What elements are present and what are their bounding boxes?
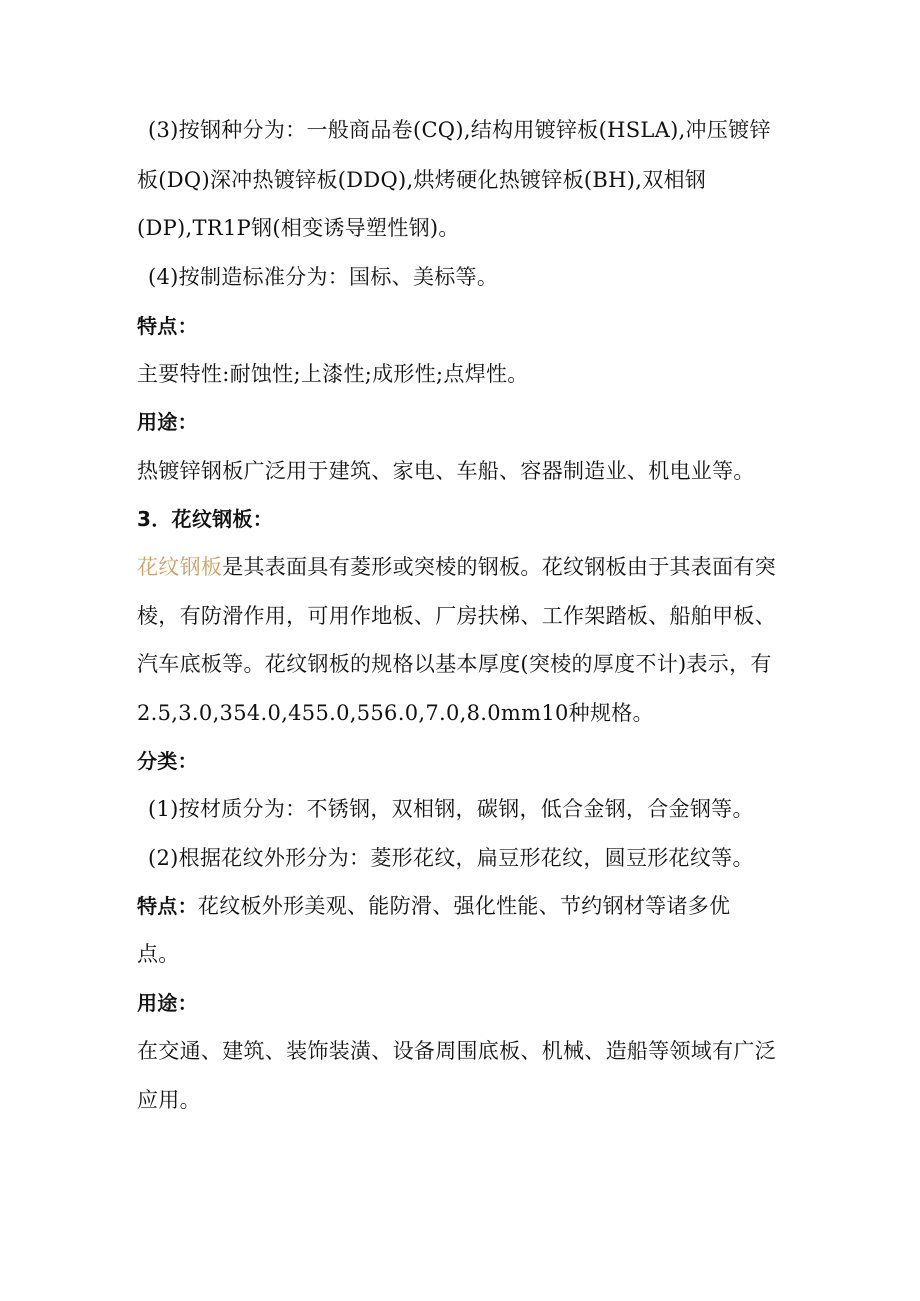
paragraph-text: 是其表面具有菱形或突棱的钢板。花纹钢板由于其表面有突 bbox=[222, 555, 777, 579]
section-heading-features: 特点： bbox=[137, 314, 198, 338]
paragraph-text: 花纹板外形美观、能防滑、强化性能、节约钢材等诸多优 bbox=[197, 894, 731, 918]
paragraph-line: (2)根据花纹外形分为：菱形花纹，扁豆形花纹，圆豆形花纹等。 bbox=[148, 846, 754, 870]
paragraph-line: 在交通、建筑、装饰装潢、设备周围底板、机械、造船等领域有广泛 bbox=[137, 1039, 776, 1063]
section-heading-patterned-steel: 3．花纹钢板： bbox=[137, 507, 274, 531]
section-heading-use: 用途： bbox=[137, 410, 198, 434]
paragraph-line: 2.5,3.0,354.0,455.0,556.0,7.0,8.0mm10种规格。 bbox=[137, 701, 654, 725]
paragraph-line bbox=[137, 551, 807, 583]
section-heading-classification: 分类： bbox=[137, 749, 198, 773]
paragraph-line: 主要特性:耐蚀性;上漆性;成形性;点焊性。 bbox=[137, 362, 529, 386]
paragraph-line: (4)按制造标准分为：国标、美标等。 bbox=[148, 265, 499, 289]
paragraph-line: 棱，有防滑作用，可用作地板、厂房扶梯、工作架踏板、船舶甲板、 bbox=[137, 604, 776, 628]
paragraph-line: (DP),TR1P钢(相变诱导塑性钢)。 bbox=[137, 216, 460, 240]
paragraph-line bbox=[137, 890, 807, 922]
paragraph-line: (3)按钢种分为：一般商品卷(CQ),结构用镀锌板(HSLA),冲压镀锌 bbox=[148, 118, 771, 142]
paragraph-line: 板(DQ)深冲热镀锌板(DDQ),烘烤硬化热镀锌板(BH),双相钢 bbox=[137, 168, 707, 192]
patterned-steel-link[interactable]: 花纹钢板 bbox=[137, 555, 223, 579]
section-heading-use: 用途： bbox=[137, 991, 198, 1015]
paragraph-line: 点。 bbox=[137, 942, 180, 966]
paragraph-line: 热镀锌钢板广泛用于建筑、家电、车船、容器制造业、机电业等。 bbox=[137, 459, 755, 483]
section-heading-features: 特点： bbox=[137, 894, 198, 918]
paragraph-line: (1)按材质分为：不锈钢，双相钢，碳钢，低合金钢，合金钢等。 bbox=[148, 797, 754, 821]
paragraph-line: 汽车底板等。花纹钢板的规格以基本厚度(突棱的厚度不计)表示，有 bbox=[137, 652, 772, 676]
paragraph-line: 应用。 bbox=[137, 1088, 201, 1112]
